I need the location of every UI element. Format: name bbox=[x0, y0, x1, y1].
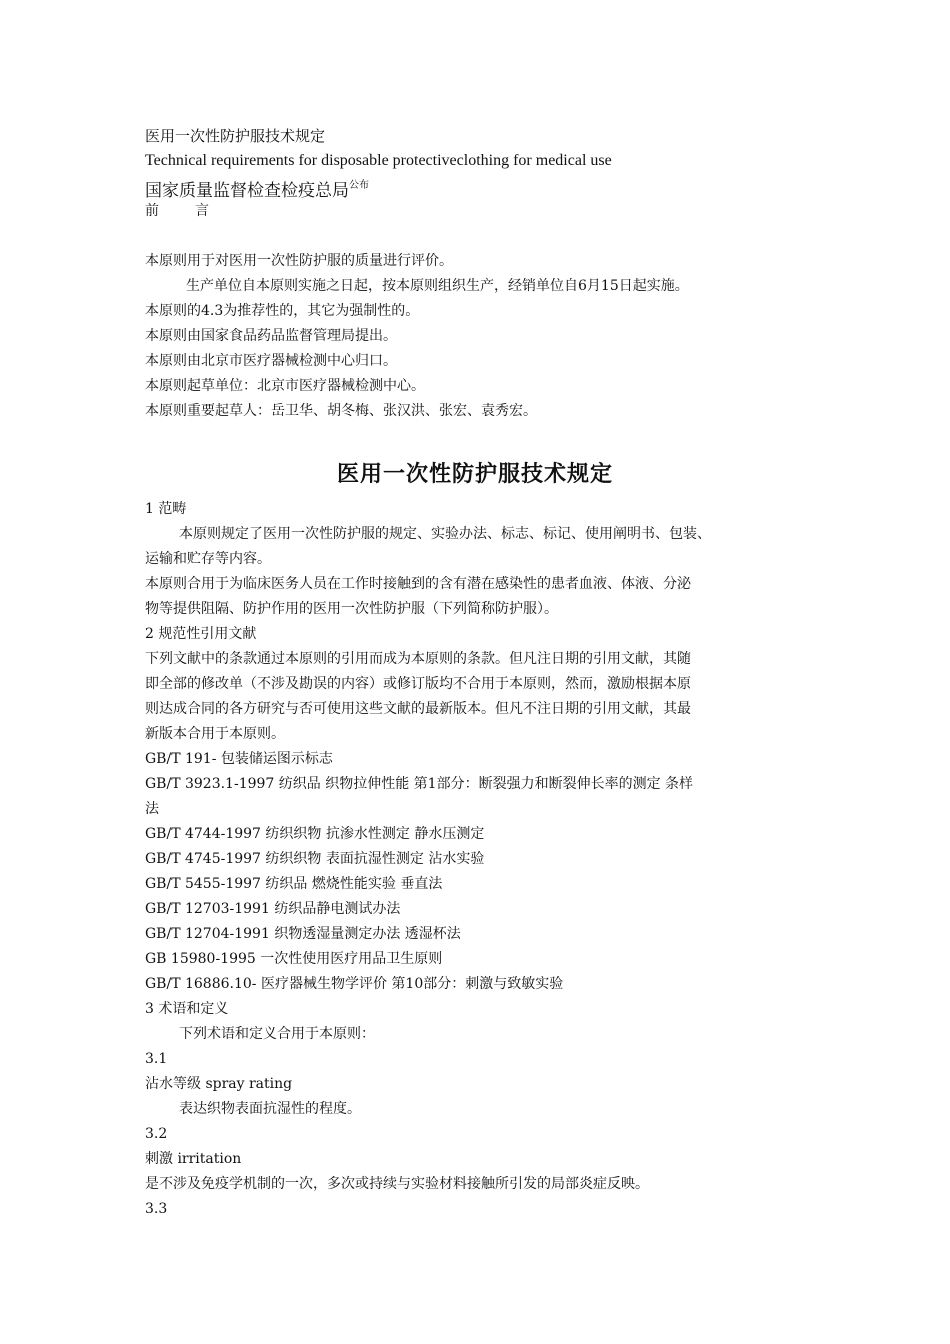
paragraph-line: 则达成合同的各方研究与否可使用这些文献的最新版本。但凡不注日期的引用文献，其最 bbox=[145, 701, 691, 717]
preface-line: 本原则用于对医用一次性防护服的质量进行评价。 bbox=[145, 253, 453, 269]
paragraph-line: 即全部的修改单（不涉及勘误的内容）或修订版均不合用于本原则，然而，激励根据本原 bbox=[145, 676, 691, 692]
term-name: 刺激 irritation bbox=[145, 1151, 242, 1167]
paragraph-line: 运输和贮存等内容。 bbox=[145, 551, 271, 567]
paragraph-line: 物等提供阻隔、防护作用的医用一次性防护服（下列简称防护服）。 bbox=[145, 601, 558, 617]
issuer-name: 国家质量监督检查检疫总局 bbox=[145, 181, 349, 201]
reference-item: GB/T 3923.1-1997 纺织品 织物拉伸性能 第1部分：断裂强力和断裂伸长率的测定 条样 bbox=[145, 776, 694, 792]
preface-heading: 前言 bbox=[145, 203, 245, 219]
term-name: 沾水等级 spray rating bbox=[145, 1076, 293, 1092]
preface-line: 本原则由国家食品药品监督管理局提出。 bbox=[145, 328, 397, 344]
paragraph-line: 本原则合用于为临床医务人员在工作时接触到的含有潜在感染性的患者血液、体液、分泌 bbox=[145, 576, 691, 592]
main-title: 医用一次性防护服技术规定 bbox=[336, 462, 613, 487]
preface-line: 本原则起草单位：北京市医疗器械检测中心。 bbox=[145, 378, 425, 394]
reference-item: GB/T 12703-1991 纺织品静电测试办法 bbox=[145, 901, 401, 917]
reference-item: GB/T 4745-1997 纺织织物 表面抗湿性测定 沾水实验 bbox=[145, 851, 485, 867]
preface-line: 本原则的4.3为推荐性的，其它为强制性的。 bbox=[145, 303, 420, 319]
term-definition: 是不涉及免疫学机制的一次，多次或持续与实验材料接触所引发的局部炎症反映。 bbox=[145, 1176, 649, 1192]
issuer-suffix: 公布 bbox=[349, 180, 369, 191]
reference-item: GB/T 12704-1991 织物透湿量测定办法 透湿杯法 bbox=[145, 926, 461, 942]
doc-title-en: Technical requirements for disposable protectiveclothing for medical use bbox=[145, 152, 612, 169]
paragraph-line: 新版本合用于本原则。 bbox=[145, 726, 285, 742]
preface-line: 本原则重要起草人：岳卫华、胡冬梅、张汉洪、张宏、袁秀宏。 bbox=[145, 403, 537, 419]
reference-item: GB/T 191- 包装储运图示标志 bbox=[145, 751, 333, 767]
issuer bbox=[145, 176, 369, 201]
reference-item: GB/T 5455-1997 纺织品 燃烧性能实验 垂直法 bbox=[145, 876, 443, 892]
preface-line: 生产单位自本原则实施之日起，按本原则组织生产，经销单位自6月15日起实施。 bbox=[186, 278, 689, 294]
doc-title-cn: 医用一次性防护服技术规定 bbox=[145, 127, 326, 145]
section-heading: 3 术语和定义 bbox=[145, 1001, 229, 1017]
term-number: 3.1 bbox=[145, 1051, 168, 1067]
section-heading: 1 范畴 bbox=[145, 501, 187, 517]
paragraph-line: 下列文献中的条款通过本原则的引用而成为本原则的条款。但凡注日期的引用文献，其随 bbox=[145, 651, 691, 667]
paragraph-line: 本原则规定了医用一次性防护服的规定、实验办法、标志、标记、使用阐明书、包装、 bbox=[179, 526, 711, 542]
term-number: 3.3 bbox=[145, 1201, 168, 1217]
term-number: 3.2 bbox=[145, 1126, 168, 1142]
term-definition: 表达织物表面抗湿性的程度。 bbox=[179, 1101, 361, 1117]
section-heading: 2 规范性引用文献 bbox=[145, 626, 257, 642]
reference-item: GB/T 4744-1997 纺织织物 抗渗水性测定 静水压测定 bbox=[145, 826, 485, 842]
reference-item: GB 15980-1995 一次性使用医疗用品卫生原则 bbox=[145, 951, 443, 967]
reference-item: 法 bbox=[145, 801, 159, 817]
preface-line: 本原则由北京市医疗器械检测中心归口。 bbox=[145, 353, 397, 369]
paragraph-line: 下列术语和定义合用于本原则： bbox=[179, 1026, 375, 1042]
reference-item: GB/T 16886.10- 医疗器械生物学评价 第10部分：刺激与致敏实验 bbox=[145, 976, 564, 992]
